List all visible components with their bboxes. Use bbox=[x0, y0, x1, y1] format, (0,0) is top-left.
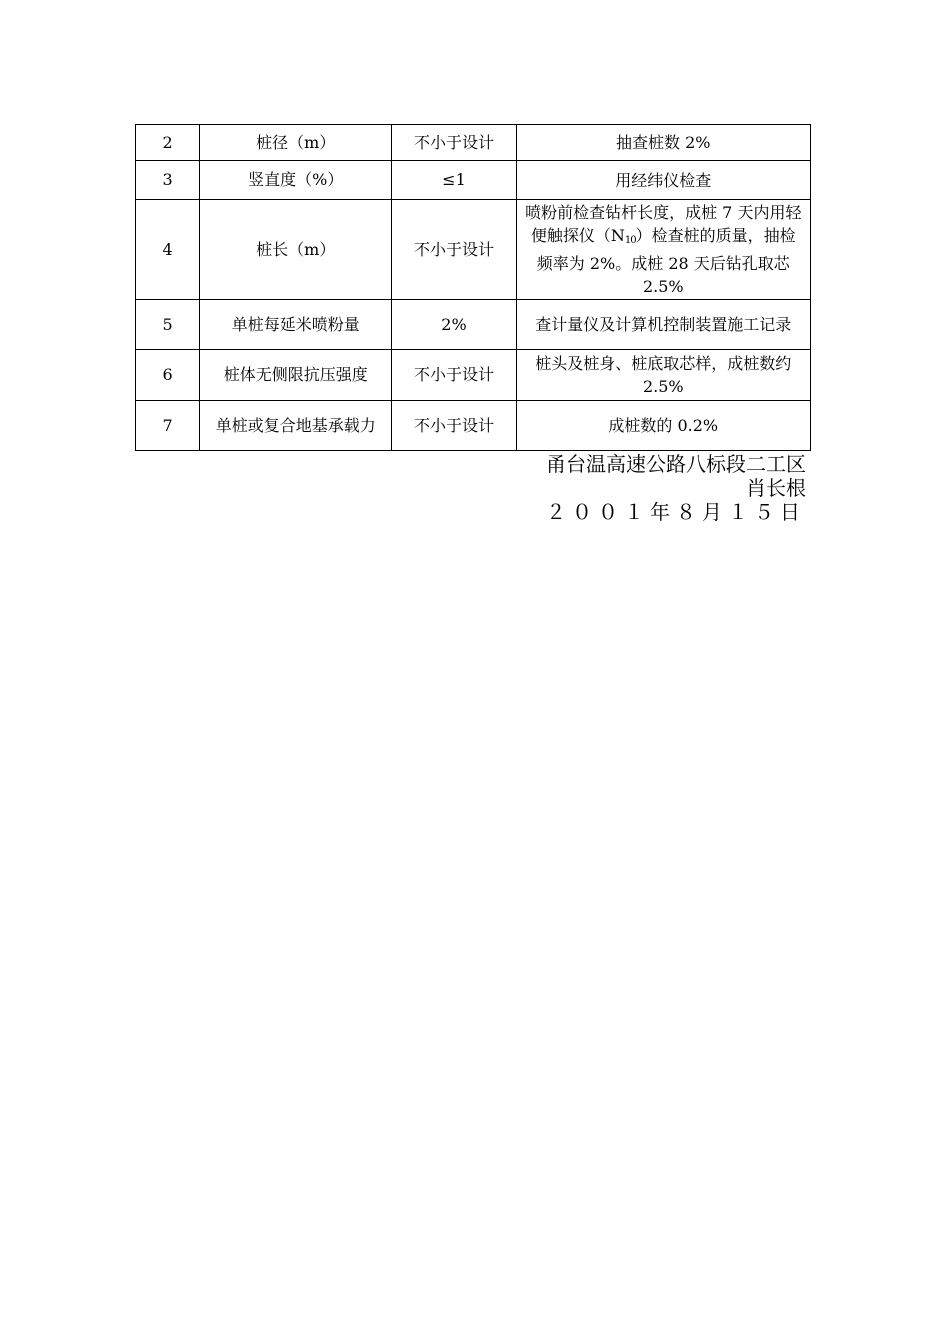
standard-value: 不小于设计 bbox=[392, 350, 516, 401]
check-item: 单桩每延米喷粉量 bbox=[200, 300, 392, 350]
table-row bbox=[136, 161, 811, 200]
signer-name: 肖长根 bbox=[746, 476, 806, 500]
table-row bbox=[136, 401, 811, 451]
standard-value: 不小于设计 bbox=[392, 125, 516, 161]
signature-block bbox=[546, 452, 806, 524]
check-item: 桩长（m） bbox=[200, 200, 392, 300]
check-method: 用经纬仪检查 bbox=[516, 161, 810, 200]
check-method: 桩头及桩身、桩底取芯样，成桩数约 2.5% bbox=[516, 350, 810, 401]
table-row bbox=[136, 350, 811, 401]
check-method-text: ）检查桩的质量，抽检频率为 2%。成桩 28 天后钻孔取芯 2.5% bbox=[536, 226, 796, 296]
inspection-table bbox=[135, 124, 811, 451]
standard-value: 不小于设计 bbox=[392, 401, 516, 451]
table-row bbox=[136, 125, 811, 161]
check-item: 竖直度（%） bbox=[200, 161, 392, 200]
organization-name: 甬台温高速公路八标段二工区 bbox=[546, 452, 806, 476]
check-method-text: 喷粉前检查钻杆长度，成桩 7 天内用轻便触探仪（N bbox=[525, 203, 802, 245]
row-number: 6 bbox=[136, 350, 200, 401]
check-method: 成桩数的 0.2% bbox=[516, 401, 810, 451]
row-number: 2 bbox=[136, 125, 200, 161]
subscript: 10 bbox=[624, 235, 636, 246]
standard-value: ≤1 bbox=[392, 161, 516, 200]
signature-date: ２００１年８月１５日 bbox=[546, 500, 806, 524]
check-method bbox=[516, 200, 810, 300]
row-number: 4 bbox=[136, 200, 200, 300]
row-number: 5 bbox=[136, 300, 200, 350]
standard-value: 2% bbox=[392, 300, 516, 350]
check-item: 桩体无侧限抗压强度 bbox=[200, 350, 392, 401]
table-row bbox=[136, 300, 811, 350]
standard-value: 不小于设计 bbox=[392, 200, 516, 300]
row-number: 3 bbox=[136, 161, 200, 200]
row-number: 7 bbox=[136, 401, 200, 451]
check-method: 查计量仪及计算机控制装置施工记录 bbox=[516, 300, 810, 350]
table-row bbox=[136, 200, 811, 300]
check-method: 抽查桩数 2% bbox=[516, 125, 810, 161]
check-item: 单桩或复合地基承载力 bbox=[200, 401, 392, 451]
check-item: 桩径（m） bbox=[200, 125, 392, 161]
